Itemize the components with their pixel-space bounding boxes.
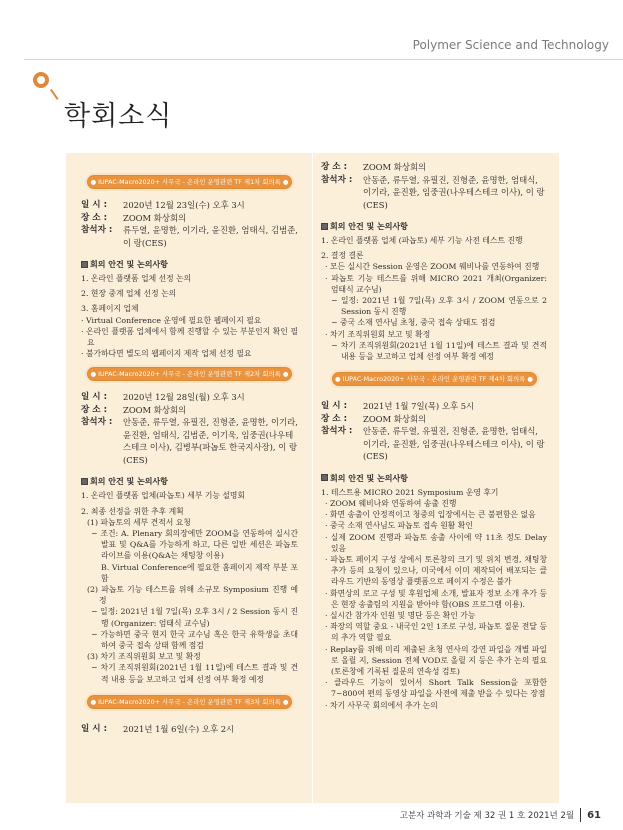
date-label: 일 시 : [81, 200, 108, 210]
meeting3-info-bottom [321, 161, 547, 211]
list-item: 3. 홈페이지 업체 [81, 304, 139, 314]
meeting3-info-top [81, 723, 298, 736]
list-item: 2. 최종 선정을 위한 추후 계획 [81, 506, 184, 516]
list-item: · 좌장의 역할 중요 - 내국인 2인 1조로 구성, 파놉토 질문 전달 등의 추가 역할 필요 [325, 622, 547, 643]
meeting1-date: 2020년 12월 23일(수) 오후 3시 [123, 200, 245, 210]
date-label: 일 시 : [81, 392, 108, 403]
list-item: 1. 온라인 플랫폼 업체 선정 논의 [81, 274, 192, 283]
meeting3-attendees: 안동준, 류두열, 유필진, 진형준, 윤명한, 엄태식, 이기라, 윤진환, 임중권(나우테스테크 이사), 이 랑(CES) [363, 174, 545, 210]
meeting2-info [81, 391, 298, 466]
list-item: · 클라우드 기능이 있어서 Short Talk Session을 포함한 7~800여 편의 동영상 파일을 사전에 제출 받을 수 있다는 장점 [325, 678, 547, 699]
meeting4-attendees: 안동준, 류두열, 유필진, 진형준, 윤명한, 엄태식, 이기라, 윤진환, 임중권(나우테스테크 이사), 이 랑(CES) [363, 426, 545, 462]
list-item: · 실제 ZOOM 진행과 파놉토 송출 사이에 약 11초 정도 Delay 있음 [325, 532, 547, 553]
meeting3-place: ZOOM 화상회의 [363, 162, 427, 172]
footer-divider [580, 808, 581, 822]
list-item: · 불가하다면 별도의 웹페이지 제작 업체 선정 필요 [81, 349, 252, 359]
list-item: B. Virtual Conference에 필요한 홈페이지 제작 부분 포함 [101, 562, 298, 583]
list-item: 2. 현장 중계 업체 선정 논의 [81, 289, 177, 299]
attendees-label: 참석자 : [321, 426, 353, 437]
meeting4-place: ZOOM 화상회의 [363, 413, 427, 424]
list-item: − 차기 조직위원회(2021년 1월 11일)에 테스트 결과 및 견적 내용 등을 보고하고 업체 선정 여부 확정 예정 [91, 663, 298, 684]
list-item: (3) 차기 조직위원회 보고 및 확정 [87, 652, 201, 662]
header-rule [24, 59, 623, 60]
list-item: − 중국 소재 연사님 초청, 중국 접속 상태도 점검 [331, 318, 496, 328]
meeting2-banner: ● IUPAC-Macro2020+ 사무국 - 온라인 운영관련 TF 제2차 회의록 ● [87, 367, 292, 381]
list-item: (1) 파놉토의 세부 견적서 요청 [87, 517, 191, 527]
meeting4-date: 2021년 1월 7일(목) 오후 5시 [363, 401, 475, 412]
attendees-label: 참석자 : [81, 225, 113, 235]
list-item: 1. 테스트용 MICRO 2021 Symposium 운영 후기 [321, 487, 499, 497]
list-item: · 파놉토 페이지 구성 상에서 토론창의 크기 및 위치 변경, 채팅창 추가 등의 요청이 있으나, 미국에서 이미 제작되어 배포되는 클라우드 기반의 동영상 플랫폼으로 페이지 수정은 불가 [325, 554, 547, 587]
list-item: · 모든 실시간 Session 운영은 ZOOM 웨비나를 연동하여 진행 [325, 262, 540, 272]
left-column [66, 153, 312, 803]
ring-ornament-stem [50, 89, 59, 100]
list-item: − 차기 조직위원회(2021년 1월 11일)에 테스트 결과 및 견적 내용 등을 보고하고 업체 선정 여부 확정 예정 [331, 340, 547, 362]
list-item: (2) 파놉토 기능 테스트를 위해 소규모 Symposium 진행 예정 [87, 585, 298, 606]
meeting2-place: ZOOM 화상회의 [123, 404, 187, 415]
list-item: 1. 온라인 플랫폼 업체 (파놉토) 세부 기능 사전 테스트 진행 [321, 236, 523, 245]
meeting1-place: ZOOM 화상회의 [123, 212, 187, 223]
meeting2-agenda-heading: 회의 안건 및 논의사항 [81, 476, 298, 487]
place-label: 장 소 : [321, 413, 348, 424]
meeting3-banner: ● IUPAC-Macro2020+ 사무국 - 온라인 운영관련 TF 제3차 회의록 ● [87, 695, 292, 709]
attendees-label: 참석자 : [81, 417, 113, 428]
attendees-label: 참석자 : [321, 174, 353, 185]
list-item: − 일정: 2021년 1월 7일(목) 오후 3시 / 2 Session 동시 진행 (Organizer: 엄태식 교수님) [91, 607, 298, 628]
meeting1-info [81, 199, 298, 249]
list-item: − 가능하면 중국 현지 한국 교수님 혹은 한국 유학생을 초대하여 중국 접속 상태 함께 점검 [91, 629, 298, 651]
list-item: · 차기 사무국 회의에서 추가 논의 [325, 700, 438, 710]
list-item: · Replay를 위해 미리 제출된 초청 연사의 강연 파일을 개별 파일로 올릴 지, Session 전체 VOD로 올릴 지 등은 추가 논의 필요(토론창에 기록된 질문의 연속성 검토) [325, 644, 547, 676]
page-number: 61 [587, 809, 601, 821]
list-item: · 중국 소재 연사님도 파놉토 접속 원활 확인 [325, 521, 473, 531]
place-label: 장 소 : [81, 212, 108, 223]
meeting1-agenda-heading: 회의 안건 및 논의사항 [81, 259, 298, 270]
meeting3-date: 2021년 1월 6일(수) 오후 2시 [123, 723, 235, 734]
square-bullet-icon [81, 478, 88, 485]
ring-ornament-icon [33, 72, 49, 88]
right-column [313, 153, 559, 803]
place-label: 장 소 : [81, 404, 108, 415]
square-bullet-icon [81, 261, 88, 268]
meeting3-agenda-heading: 회의 안건 및 논의사항 [321, 221, 547, 232]
list-item: − 조건: A. Plenary 회의장에만 ZOOM을 연동하여 실시간 발표 및 Q&A를 가능하게 하고, 다른 일반 세션은 파놉토 라이브를 이용(Q&A는 채팅창 이용) [91, 529, 298, 561]
list-item: 1. 온라인 플랫폼 업체(파놉토) 세부 기능 설명회 [81, 491, 245, 501]
meeting4-info [321, 400, 547, 463]
footer-citation: 고분자 과학과 기술 제 32 권 1 호 2021년 2월 [399, 811, 575, 821]
list-item: − 일정: 2021년 1월 7일(목) 오후 3시 / ZOOM 연동으로 2 Session 동시 진행 [331, 296, 547, 317]
date-label: 일 시 : [81, 723, 108, 734]
meeting2-date: 2020년 12월 28일(월) 오후 3시 [123, 392, 245, 403]
journal-name: Polymer Science and Technology [412, 38, 609, 52]
list-item: · 화면 송출이 안정적이고 청중의 입장에서는 큰 불편함은 없음 [325, 510, 536, 520]
list-item: · Virtual Conference 운영에 필요한 웹페이지 필요 [81, 315, 262, 325]
meeting1-attendees: 류두열, 윤명한, 이기라, 윤진환, 엄태식, 김범준, 이 랑(CES) [123, 225, 298, 248]
list-item: · ZOOM 웨비나와 연동하여 송출 진행 [325, 498, 457, 508]
list-item: 2. 결정 결론 [321, 251, 364, 261]
meeting4-banner: ● IUPAC-Macro2020+ 사무국 - 온라인 운영관련 TF 제4차 회의록 ● [332, 372, 537, 386]
meeting2-attendees: 안동준, 류두열, 유필진, 진형준, 윤명한, 이기라, 윤진환, 엄태식, 김범준, 이기욱, 임중권(나우테스테크 이사), 김병부(파놉토 한국지사장), 이 랑(CES) [123, 417, 298, 465]
meeting4-agenda-heading: 회의 안건 및 논의사항 [321, 473, 547, 484]
meeting1-banner: ● IUPAC-Macro2020+ 사무국 - 온라인 운영관련 TF 제1차 회의록 ● [87, 175, 292, 189]
page-footer [400, 808, 601, 822]
square-bullet-icon [321, 474, 328, 481]
place-label: 장 소 : [321, 162, 348, 172]
list-item: · 실시간 참가자 인원 및 명단 등은 확인 가능 [325, 610, 476, 620]
list-item: · 화면상의 로고 구성 및 후원업체 소개, 발표자 정보 소개 추가 등은 현장 송출팀의 지원을 받아야 함(OBS 프로그램 이용). [325, 588, 547, 609]
list-item: · 차기 조직위원회 보고 및 확정 [325, 329, 431, 339]
list-item: · 파놉토 기능 테스트를 위해 MICRO 2021 개최(Organizer: 엄태식 교수님) [325, 273, 547, 294]
list-item: · 온라인 플랫폼 업체에서 함께 진행할 수 있는 부분인지 확인 필요 [81, 326, 298, 348]
date-label: 일 시 : [321, 401, 348, 412]
square-bullet-icon [321, 223, 328, 230]
page-title: 학회소식 [64, 101, 173, 132]
